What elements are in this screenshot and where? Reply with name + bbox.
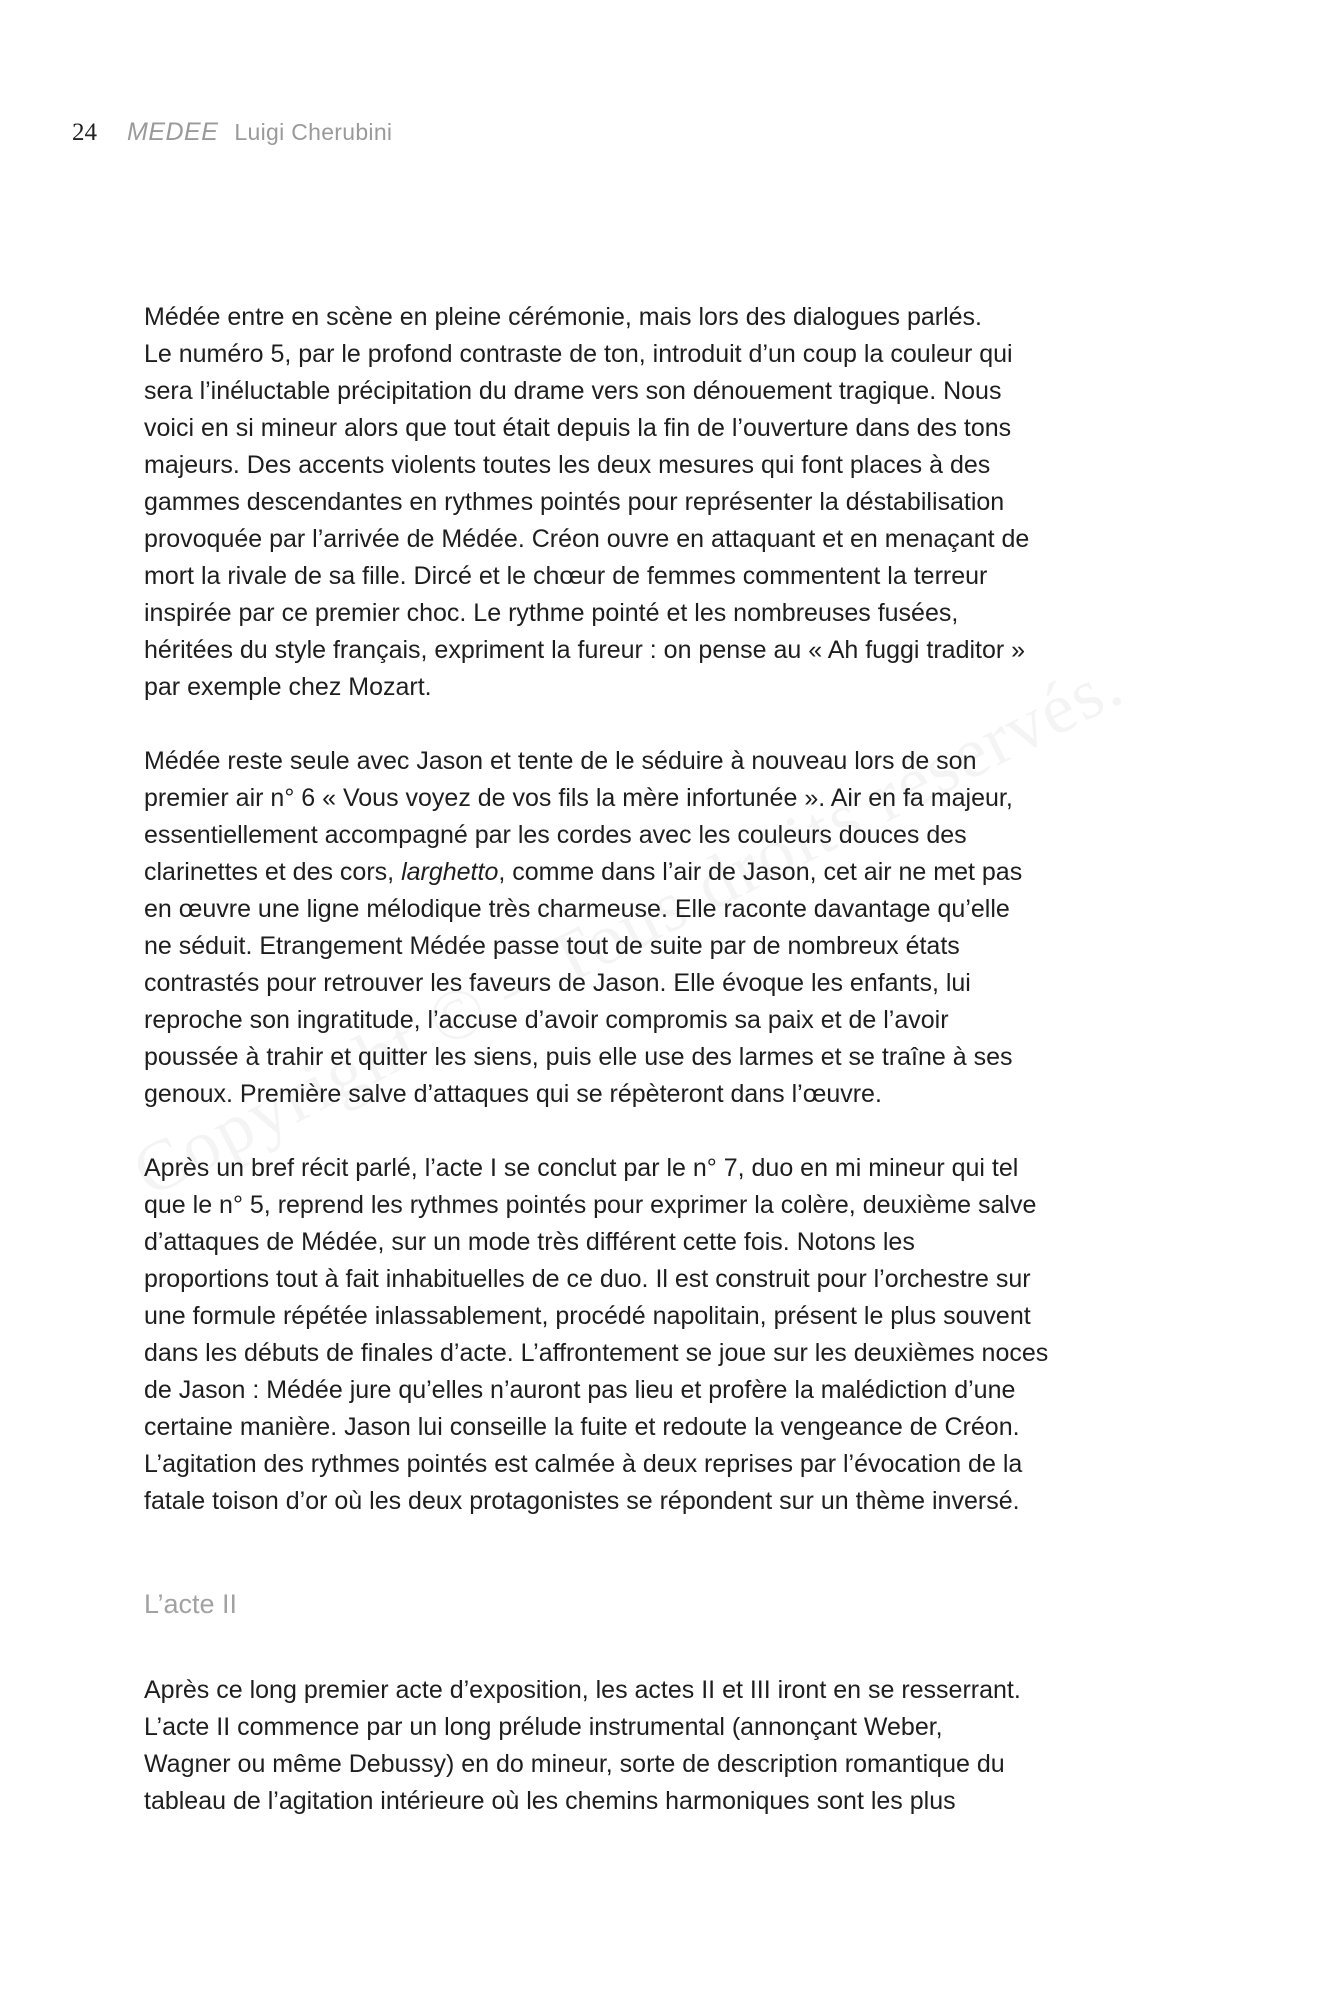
text-line: voici en si mineur alors que tout était depuis la fin de l’ouverture dans des tons [144,414,1012,442]
page-number: 24 [72,119,97,146]
text-line: premier air n° 6 « Vous voyez de vos fils la mère infortunée ». Air en fa majeur, [144,784,1013,812]
text-run: clarinettes et des cors, [144,858,402,886]
text-line: sera l’inéluctable précipitation du drame vers son dénouement tragique. Nous [144,377,1002,405]
paragraph-medee-air [144,743,1204,1113]
text-line-with-italic [144,854,1204,891]
text-line: proportions tout à fait inhabituelles de ce duo. Il est construit pour l’orchestre sur [144,1265,1031,1293]
text-line: fatale toison d’or où les deux protagonistes se répondent sur un thème inversé. [144,1487,1020,1515]
text-line: que le n° 5, reprend les rythmes pointés pour exprimer la colère, deuxième salve [144,1191,1037,1219]
page-body [144,299,1204,1820]
text-line: héritées du style français, expriment la fureur : on pense au « Ah fuggi traditor » [144,636,1026,664]
italic-term-larghetto: larghetto [401,858,499,886]
paragraph-act-one-duo [144,1150,1204,1520]
text-line: gammes descendantes en rythmes pointés pour représenter la déstabilisation [144,488,1005,516]
text-line: d’attaques de Médée, sur un mode très différent cette fois. Notons les [144,1228,915,1256]
text-line: genoux. Première salve d’attaques qui se répèteront dans l’œuvre. [144,1080,882,1108]
text-line: Médée entre en scène en pleine cérémonie, mais lors des dialogues parlés. [144,303,982,331]
text-line: ne séduit. Etrangement Médée passe tout de suite par de nombreux états [144,932,960,960]
text-line: essentiellement accompagné par les cordes avec les couleurs douces des [144,821,967,849]
text-line: reproche son ingratitude, l’accuse d’avoir compromis sa paix et de l’avoir [144,1006,949,1034]
paragraph-act-two-prelude [144,1672,1204,1820]
text-line: poussée à trahir et quitter les siens, puis elle use des larmes et se traîne à ses [144,1043,1013,1071]
text-line: majeurs. Des accents violents toutes les deux mesures qui font places à des [144,451,991,479]
running-author: Luigi Cherubini [234,119,393,145]
text-line: Après un bref récit parlé, l’acte I se conclut par le n° 7, duo en mi mineur qui tel [144,1154,1019,1182]
running-title: MEDEE [127,118,219,146]
text-line: certaine manière. Jason lui conseille la fuite et redoute la vengeance de Créon. [144,1413,1020,1441]
section-heading-act-two: L’acte II [144,1589,238,1619]
text-line: contrastés pour retrouver les faveurs de Jason. Elle évoque les enfants, lui [144,969,971,997]
text-line: Le numéro 5, par le profond contraste de ton, introduit d’un coup la couleur qui [144,340,1013,368]
text-line: Après ce long premier acte d’exposition, les actes II et III iront en se resserrant. [144,1676,1021,1704]
running-header [72,118,392,147]
text-line: dans les débuts de finales d’acte. L’affrontement se joue sur les deuxièmes noces [144,1339,1049,1367]
text-line: mort la rivale de sa fille. Dircé et le chœur de femmes commentent la terreur [144,562,988,590]
text-line: inspirée par ce premier choc. Le rythme pointé et les nombreuses fusées, [144,599,959,627]
text-line: L’agitation des rythmes pointés est calmée à deux reprises par l’évocation de la [144,1450,1023,1478]
text-run: , comme dans l’air de Jason, cet air ne met pas [498,858,1023,886]
text-line: Médée reste seule avec Jason et tente de le séduire à nouveau lors de son [144,747,977,775]
text-line: Wagner ou même Debussy) en do mineur, sorte de description romantique du [144,1750,1005,1778]
text-line: tableau de l’agitation intérieure où les chemins harmoniques sont les plus [144,1787,956,1815]
paragraph-medee-entrance [144,299,1204,706]
text-line: en œuvre une ligne mélodique très charmeuse. Elle raconte davantage qu’elle [144,895,1010,923]
text-line: une formule répétée inlassablement, procédé napolitain, présent le plus souvent [144,1302,1031,1330]
text-line: de Jason : Médée jure qu’elles n’auront pas lieu et profère la malédiction d’une [144,1376,1016,1404]
text-line: par exemple chez Mozart. [144,673,432,701]
text-line: L’acte II commence par un long prélude instrumental (annonçant Weber, [144,1713,943,1741]
text-line: provoquée par l’arrivée de Médée. Créon ouvre en attaquant et en menaçant de [144,525,1030,553]
